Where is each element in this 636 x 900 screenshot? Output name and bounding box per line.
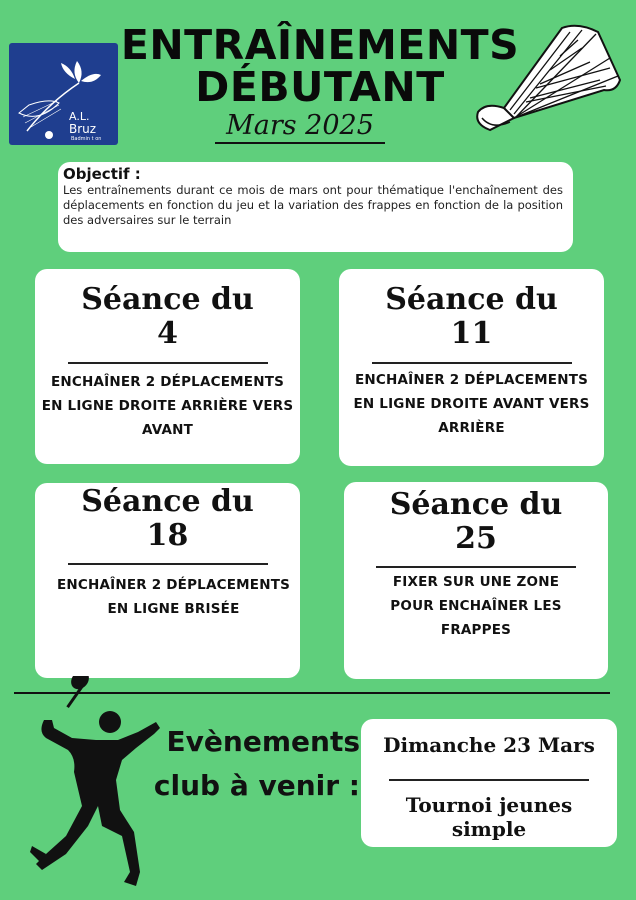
session-card-11 (339, 269, 604, 466)
session-description: ENCHAÎNER 2 DÉPLACEMENTS EN LIGNE DROITE AVANT VERS ARRIÈRE (353, 371, 590, 436)
session-number: 11 (450, 316, 493, 351)
session-number: 4 (157, 316, 178, 351)
badminton-club-logo-icon (9, 43, 118, 145)
objective-text: Les entraînements durant ce mois de mars ont pour thématique l'enchaînement des déplacements en fonction du jeu et la variation des frappes en fonction de la position des adversaires sur le terrain (63, 183, 563, 227)
session-description: ENCHAÎNER 2 DÉPLACEMENTS EN LIGNE BRISÉE (56, 576, 291, 617)
session-title-line1: Séance du (81, 484, 254, 519)
shuttlecock-icon (470, 18, 630, 158)
session-title-line1: Séance du (81, 282, 254, 317)
session-title (344, 488, 608, 556)
events-label (140, 720, 360, 808)
events-label-line1: Evènements (166, 725, 360, 758)
session-title (339, 283, 604, 351)
event-card (361, 719, 617, 847)
objective-title: Objectif : (63, 165, 141, 183)
title-line2: DÉBUTANT (195, 63, 445, 111)
logo-tagline: Badmin t on (71, 136, 102, 142)
session-title (35, 283, 300, 351)
session-card-4 (35, 269, 300, 464)
page-subtitle: Mars 2025 (215, 110, 385, 144)
event-date: Dimanche 23 Mars (383, 733, 595, 757)
session-description: FIXER SUR UNE ZONE POUR ENCHAÎNER LES FRAPPES (390, 573, 562, 638)
session-card-25 (344, 482, 608, 679)
logo-text (69, 111, 96, 135)
club-logo (9, 43, 118, 145)
page-title (120, 21, 520, 111)
session-description: ENCHAÎNER 2 DÉPLACEMENTS EN LIGNE DROITE ARRIÈRE VERS AVANT (41, 373, 294, 438)
events-label-line2: club à venir : (153, 769, 360, 802)
title-line1: ENTRAÎNEMENTS (120, 21, 520, 69)
session-card-18 (35, 483, 300, 678)
session-number: 18 (146, 518, 189, 553)
event-name: Tournoi jeunes simple (405, 792, 573, 841)
session-title-line1: Séance du (385, 282, 558, 317)
objective-box (58, 162, 573, 252)
logo-line2: Bruz (69, 122, 97, 136)
logo-line1: A.L. (69, 110, 90, 123)
session-title (35, 485, 300, 553)
session-number: 25 (455, 521, 497, 556)
session-title-line1: Séance du (389, 487, 563, 522)
event-divider (389, 779, 589, 781)
